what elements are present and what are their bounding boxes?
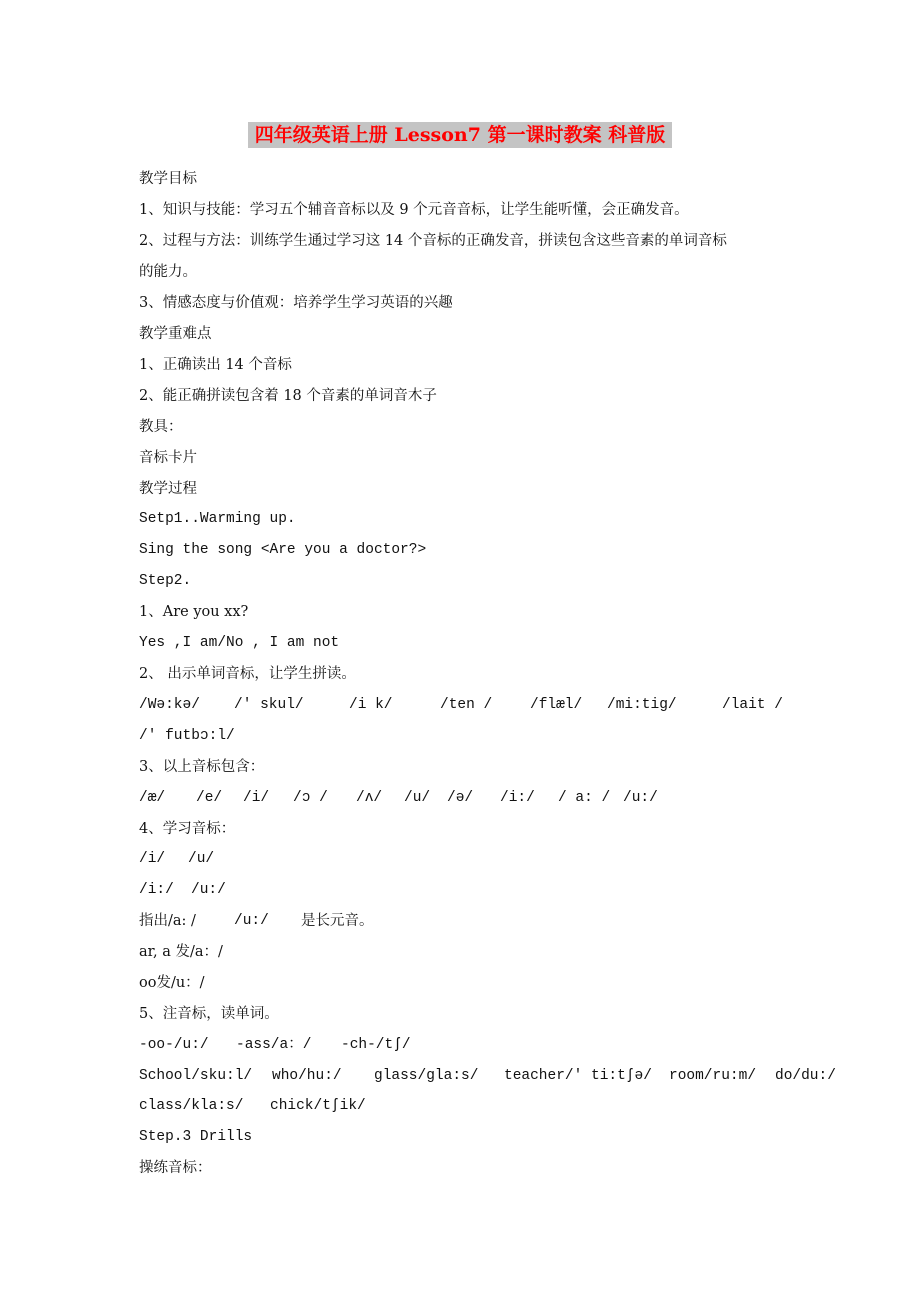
note-part: 指出/a: / — [139, 913, 196, 929]
phoneme: /i:/ — [500, 790, 535, 806]
note-part: /u:/ — [234, 913, 269, 929]
phoneme: /i/ — [139, 851, 166, 867]
phonetic-word: /lait / — [722, 697, 783, 713]
note-part: 是长元音。 — [301, 913, 374, 929]
phoneme: /u:/ — [191, 882, 226, 898]
paragraph: Setp1..Warming up. — [139, 511, 296, 527]
word: glass/gla:s/ — [374, 1068, 479, 1084]
paragraph: Yes ,I am/No , I am not — [139, 635, 340, 651]
phoneme: /ɔ / — [293, 790, 328, 806]
phonetic-word: /ten / — [440, 697, 493, 713]
phoneme: /u/ — [404, 790, 431, 806]
pattern: -ass/a：/ — [236, 1037, 312, 1053]
phoneme: /i:/ — [139, 882, 174, 898]
phoneme: /ʌ/ — [356, 790, 383, 806]
paragraph: 操练音标： — [139, 1160, 212, 1176]
long-vowels-row — [0, 879, 920, 901]
paragraph: Step2. — [139, 573, 192, 589]
section-heading: 教学过程 — [139, 481, 197, 497]
phonetic-word: /Wə:kə/ — [139, 697, 200, 713]
words-row — [0, 1095, 920, 1117]
paragraph: 1、正确读出 14 个音标 — [139, 357, 292, 373]
phonetic-word: /mi:tig/ — [607, 697, 677, 713]
words-row — [0, 1065, 920, 1087]
phonetic-word: /flæl/ — [530, 697, 583, 713]
section-heading: 教学目标 — [139, 171, 197, 187]
phonetic-words-row — [0, 694, 920, 716]
paragraph: 2、能正确拼读包含着 18 个音素的单词音木子 — [139, 388, 437, 404]
phonetic-word: /' skul/ — [234, 697, 304, 713]
paragraph: 4、学习音标： — [139, 821, 236, 837]
phoneme: / a: / — [558, 790, 611, 806]
document-title: 四年级英语上册 Lesson7 第一课时教案 科普版 — [248, 122, 672, 148]
phoneme: /ə/ — [447, 790, 474, 806]
phoneme: /u/ — [188, 851, 215, 867]
paragraph: 1、知识与技能：学习五个辅音音标以及 9 个元音音标，让学生能听懂，会正确发音。 — [139, 202, 689, 218]
section-heading: 教具： — [139, 419, 183, 435]
word: who/hu:/ — [272, 1068, 342, 1084]
pattern: -oo-/u:/ — [139, 1037, 209, 1053]
word: chick/tʃik/ — [270, 1098, 366, 1114]
phonetic-word: /' futbɔ:l/ — [139, 728, 235, 744]
paragraph: Sing the song <Are you a doctor?> — [139, 542, 427, 558]
paragraph: 5、注音标，读单词。 — [139, 1006, 279, 1022]
paragraph: 3、情感态度与价值观：培养学生学习英语的兴趣 — [139, 295, 453, 311]
paragraph: Step.3 Drills — [139, 1129, 253, 1145]
word: teacher/' ti:tʃə/ — [504, 1068, 652, 1084]
paragraph: 3、以上音标包含： — [139, 759, 265, 775]
word: class/kla:s/ — [139, 1098, 244, 1114]
word: do/du:/ — [775, 1068, 836, 1084]
phonemes-row — [0, 787, 920, 809]
patterns-row — [0, 1034, 920, 1056]
paragraph: 2、过程与方法：训练学生通过学习这 14 个音标的正确发音，拼读包含这些音素的单词音标 — [139, 233, 727, 249]
section-heading: 教学重难点 — [139, 326, 212, 342]
phoneme: /e/ — [196, 790, 223, 806]
word: School/sku:l/ — [139, 1068, 253, 1084]
pattern: -ch-/tʃ/ — [341, 1037, 411, 1053]
paragraph: oo发/u：/ — [139, 975, 205, 991]
word: room/ru:m/ — [669, 1068, 757, 1084]
phoneme: /u:/ — [623, 790, 658, 806]
paragraph: 2、 出示单词音标，让学生拼读。 — [139, 666, 356, 682]
long-vowel-note — [0, 910, 920, 932]
paragraph: 1、Are you xx? — [139, 604, 249, 620]
paragraph: 的能力。 — [139, 264, 197, 280]
phonetic-word: /i k/ — [349, 697, 393, 713]
short-vowels-row — [0, 848, 920, 870]
phoneme: /æ/ — [139, 790, 166, 806]
phoneme: /i/ — [243, 790, 270, 806]
paragraph: 音标卡片 — [139, 450, 197, 466]
paragraph: ar, a 发/a：/ — [139, 944, 223, 960]
